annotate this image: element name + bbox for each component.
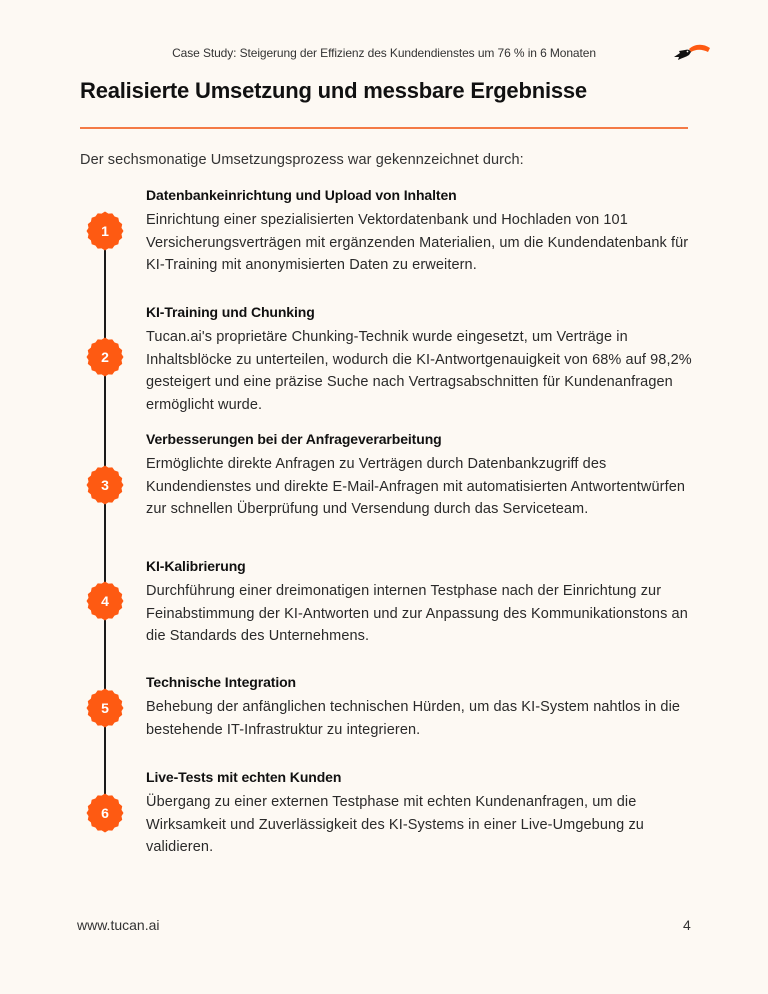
step-text: Einrichtung einer spezialisierten Vektordatenbank und Hochladen von 101 Versicherungsverträgen mit ergänzenden Materialien, um die Kundendatenbank für KI-Training mit anonymisierten Daten zu erweitern. <box>146 212 689 273</box>
step-title: Datenbankeinrichtung und Upload von Inhalten <box>146 187 457 203</box>
step-number: 4 <box>101 593 109 609</box>
step-badge-3 <box>84 464 126 506</box>
step-item-3 <box>146 431 706 521</box>
step-number: 2 <box>101 349 109 365</box>
step-text: Durchführung einer dreimonatigen internen Testphase nach der Einrichtung zur Feinabstimmung der KI-Antworten und zur Anpassung des Kommunikationstons an die Standards des Unternehmens. <box>146 583 688 644</box>
step-text: Übergang zu einer externen Testphase mit echten Kundenanfragen, um die Wirksamkeit und Zuverlässigkeit des KI-Systems in einer Live-Umgebung zu validieren. <box>146 794 644 855</box>
step-text: Ermöglichte direkte Anfragen zu Verträgen durch Datenbankzugriff des Kundendienstes und direkte E-Mail-Anfragen mit automatisierten Antwortentwürfen zur schnellen Überprüfung und Versendung durch das Serviceteam. <box>146 456 686 517</box>
step-number: 3 <box>101 477 109 493</box>
step-badge-2 <box>84 336 126 378</box>
step-badge-6 <box>84 792 126 834</box>
page-number: 4 <box>683 917 691 933</box>
step-number: 5 <box>101 700 109 716</box>
document-subtitle: Case Study: Steigerung der Effizienz des Kundendienstes um 76 % in 6 Monaten <box>172 46 596 60</box>
step-item-2 <box>146 304 706 416</box>
step-number: 1 <box>101 223 109 239</box>
step-title: Verbesserungen bei der Anfrageverarbeitung <box>146 431 442 447</box>
tucan-logo-icon <box>670 40 714 66</box>
step-title: Technische Integration <box>146 674 297 690</box>
step-badge-5 <box>84 687 126 729</box>
footer-website-link[interactable]: www.tucan.ai <box>77 917 160 933</box>
title-divider <box>80 127 688 129</box>
page-title: Realisierte Umsetzung und messbare Ergebnisse <box>80 78 587 103</box>
step-title: KI-Kalibrierung <box>146 558 246 574</box>
step-title: Live-Tests mit echten Kunden <box>146 769 342 785</box>
step-title: KI-Training und Chunking <box>146 304 315 320</box>
intro-text: Der sechsmonatige Umsetzungsprozess war gekennzeichnet durch: <box>80 152 524 168</box>
step-item-5 <box>146 674 706 741</box>
step-text: Behebung der anfänglichen technischen Hürden, um das KI-System nahtlos in die bestehende IT-Infrastruktur zu integrieren. <box>146 699 681 738</box>
step-badge-4 <box>84 580 126 622</box>
step-text: Tucan.ai's proprietäre Chunking-Technik wurde eingesetzt, um Verträge in Inhaltsblöcke zu unterteilen, wodurch die KI-Antwortgenauigkeit von 68% auf 98,2% gesteigert und eine präzise Suche nach Vertragsabschnitten für Kundenanfragen ermöglicht wurde. <box>146 329 692 413</box>
step-item-6 <box>146 769 706 859</box>
step-item-1 <box>146 187 706 277</box>
step-badge-1 <box>84 210 126 252</box>
step-item-4 <box>146 558 706 648</box>
step-number: 6 <box>101 805 109 821</box>
